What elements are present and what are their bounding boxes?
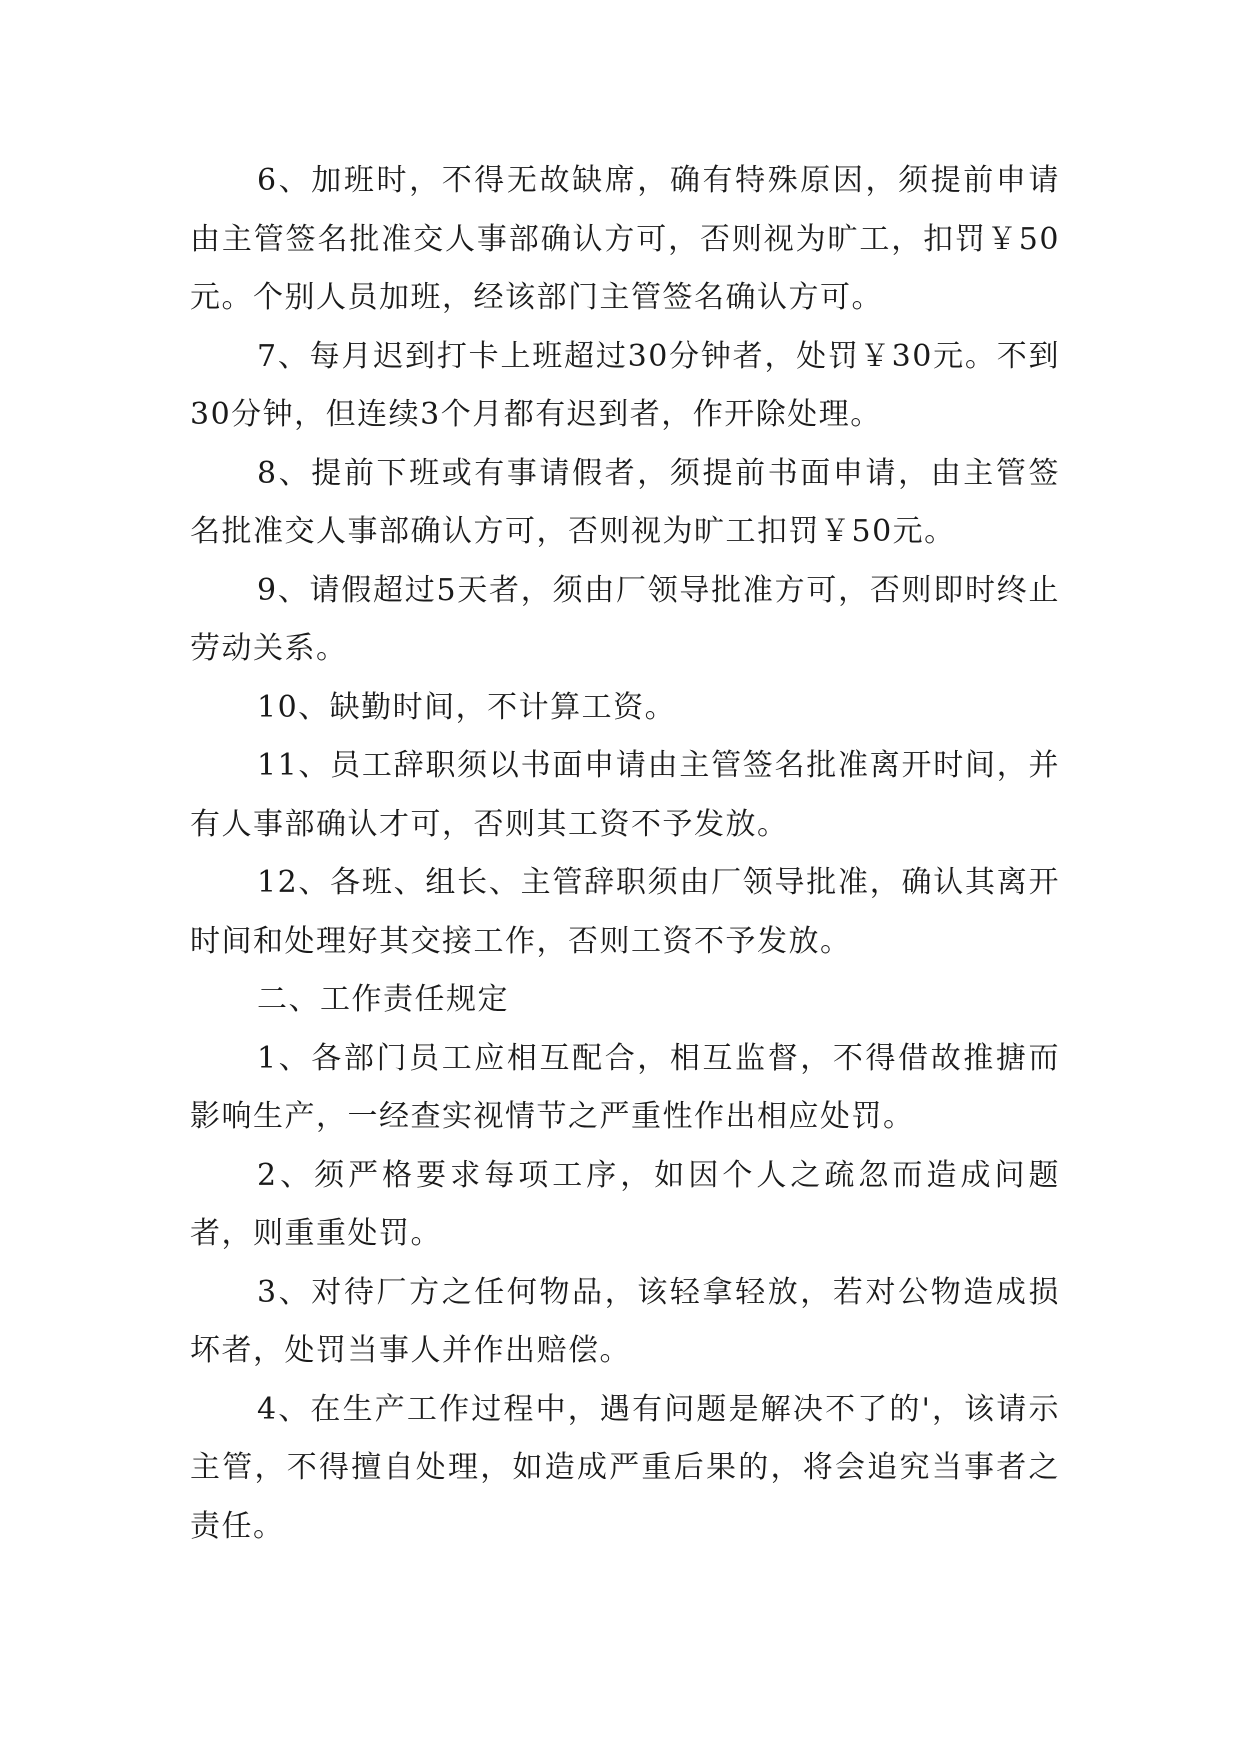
paragraph-rule-10: 10、缺勤时间，不计算工资。 [257, 689, 677, 725]
paragraph-responsibility-2: 2、须严格要求每项工序，如因个人之疏忽而造成问题者，则重重处罚。 [190, 1157, 1060, 1251]
paragraph-rule-11: 11、员工辞职须以书面申请由主管签名批准离开时间，并有人事部确认才可，否则其工资不予发放。 [190, 748, 1060, 842]
paragraph-rule-8: 8、提前下班或有事请假者，须提前书面申请，由主管签名批准交人事部确认方可，否则视为旷工扣罚￥50元。 [190, 455, 1060, 549]
paragraph-rule-9: 9、请假超过5天者，须由厂领导批准方可，否则即时终止劳动关系。 [190, 572, 1060, 666]
document-body [190, 152, 1060, 1556]
section-heading-work-responsibility: 二、工作责任规定 [257, 982, 509, 1017]
paragraph-responsibility-1: 1、各部门员工应相互配合，相互监督，不得借故推搪而影响生产，一经查实视情节之严重性作出相应处罚。 [190, 1040, 1060, 1134]
paragraph-rule-6: 6、加班时，不得无故缺席，确有特殊原因，须提前申请由主管签名批准交人事部确认方可，否则视为旷工，扣罚￥50元。个别人员加班，经该部门主管签名确认方可。 [190, 163, 1060, 315]
paragraph-rule-12: 12、各班、组长、主管辞职须由厂领导批准，确认其离开时间和处理好其交接工作，否则工资不予发放。 [190, 865, 1060, 959]
paragraph-rule-7: 7、每月迟到打卡上班超过30分钟者，处罚￥30元。不到30分钟，但连续3个月都有迟到者，作开除处理。 [190, 338, 1060, 432]
paragraph-responsibility-3: 3、对待厂方之任何物品，该轻拿轻放，若对公物造成损坏者，处罚当事人并作出赔偿。 [190, 1274, 1060, 1368]
paragraph-responsibility-4: 4、在生产工作过程中，遇有问题是解决不了的'，该请示主管，不得擅自处理，如造成严重后果的，将会追究当事者之责任。 [190, 1391, 1060, 1544]
